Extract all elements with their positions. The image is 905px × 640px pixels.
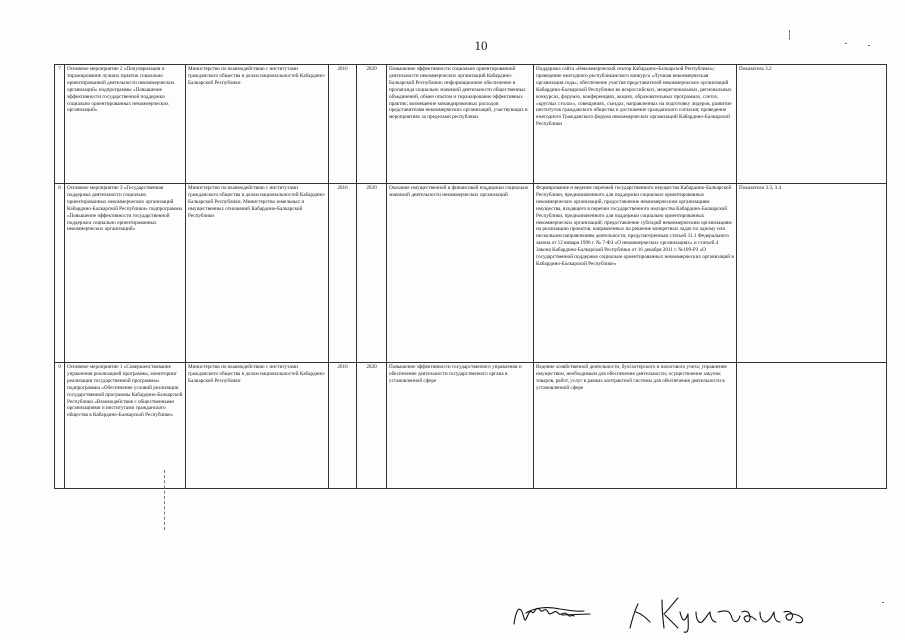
row-number: 8 xyxy=(55,184,65,363)
start-year-cell: 2016 xyxy=(329,184,357,363)
activity-cell: Основное мероприятие 1 «Совершенствование управления реализацией программы, мониторинг реализации государственной программы» подпрограммы «Обеспечение условий реализации государственной программы Кабардино-Балкарской Республики «Взаимодействие с общественными организациями и институтами гражданского общества в Кабардино-Балкарской Республике» xyxy=(65,363,186,489)
scan-speck xyxy=(868,45,870,46)
end-year-cell: 2020 xyxy=(357,184,387,363)
scan-fold-line xyxy=(789,30,790,40)
start-year-cell: 2016 xyxy=(329,65,357,184)
end-year-cell: 2020 xyxy=(357,363,387,489)
directions-cell: Поддержка сайта «Некоммерческий сектор Кабардино-Балкарской Республики»; проведение ежегодного республиканского конкурса «Лучшая некоммерческая организация года»; обеспечение участия представителей некоммерческих организаций Кабардино-Балкарской Республики во всероссийских, межрегиональных, региональных конкурсах, форумах, конференциях, акциях, образовательных программах, слетах, «круглых столах», совещаниях, съездах, направленных на подготовку лидеров, развитие институтов гражданского общества и достижение гражданского согласия; проведение ежегодного Гражданского форума некоммерческих организаций Кабардино-Балкарской Республики xyxy=(534,65,737,184)
indicator-cell: Показатели 3.3, 3.4 xyxy=(737,184,887,363)
scan-speck xyxy=(882,602,884,603)
table-row xyxy=(55,363,887,489)
expected-result-cell: Повышение эффективности социально ориентированной деятельности некоммерческих организаций Кабардино-Балкарской Республики; информационное обеспечение и пропаганда социально значимой деятельности общественных объединений, обмен опытом и тиражирование эффективных практик; возмещение командировочных расходов представителям некоммерческих организаций, участвующих в мероприятиях за пределами республики xyxy=(387,65,534,184)
signature-image xyxy=(512,588,812,633)
scan-fold-line xyxy=(164,470,165,530)
activities-table xyxy=(54,64,887,489)
indicator-cell: Показатель 3.2 xyxy=(737,65,887,184)
directions-cell: Ведение хозяйственной деятельности, бухгалтерского и налогового учета; управление имуществом, необходимым для обеспечения деятельности; осуществление закупок товаров, работ, услуг в рамках контрактной системы для обеспечения деятельности в установленной сфере xyxy=(534,363,737,489)
executor-cell: Министерство по взаимодействию с институтами гражданского общества и делам национальностей Кабардино-Балкарской Республики, Министерство земельных и имущественных отношений Кабардино-Балкарской Республики xyxy=(186,184,329,363)
activity-cell: Основное мероприятие 2 «Популяризация и тиражирование лучших практик социально ориентированной деятельности некоммерческих организаций» подпрограммы «Повышение эффективности государственной поддержки социально ориентированных некоммерческих организаций» xyxy=(65,65,186,184)
row-number: 9 xyxy=(55,363,65,489)
indicator-cell xyxy=(737,363,887,489)
row-number: 7 xyxy=(55,65,65,184)
expected-result-cell: Оказание имущественной и финансовой поддержки социально значимой деятельности некоммерческих организаций xyxy=(387,184,534,363)
executor-cell: Министерство по взаимодействию с институтами гражданского общества и делам национальностей Кабардино-Балкарской Республики xyxy=(186,363,329,489)
end-year-cell: 2020 xyxy=(357,65,387,184)
page-number: 10 xyxy=(474,38,488,53)
executor-cell: Министерство по взаимодействию с институтами гражданского общества и делам национальностей Кабардино-Балкарской Республики xyxy=(186,65,329,184)
start-year-cell: 2016 xyxy=(329,363,357,489)
scan-speck xyxy=(845,43,847,44)
table-row xyxy=(55,65,887,184)
activity-cell: Основное мероприятие 3 «Государственная поддержка деятельности социально ориентированных некоммерческих организаций Кабардино-Балкарской Республики» подпрограммы «Повышение эффективности государственной поддержки социально ориентированных некоммерческих организаций» xyxy=(65,184,186,363)
table-row xyxy=(55,184,887,363)
expected-result-cell: Повышение эффективности государственного управления и обеспечение деятельности государственного органа в установленной сфере xyxy=(387,363,534,489)
directions-cell: Формирование и ведение перечней государственного имущества Кабардино-Балкарской Республики, предназначенного для поддержки социально ориентированных некоммерческих организаций, предоставление некоммерческим организациям имущества, входящего в перечни государственного имущества Кабардино-Балкарской Республики, предназначенного для поддержки социально ориентированных некоммерческих организаций; предоставление субсидий некоммерческим организациям на реализацию проектов, направленных на решение конкретных задач по одному или нескольким направлениям деятельности, предусмотренным статьей 31.1 Федерального закона от 12 января 1996 г. № 7-ФЗ «О некоммерческих организациях» и статьей 4 Закона Кабардино-Балкарской Республики от 16 декабря 2011 г. №109-РЗ «О государственной поддержке социально ориентированных некоммерческих организаций в Кабардино-Балкарской Республике» xyxy=(534,184,737,363)
